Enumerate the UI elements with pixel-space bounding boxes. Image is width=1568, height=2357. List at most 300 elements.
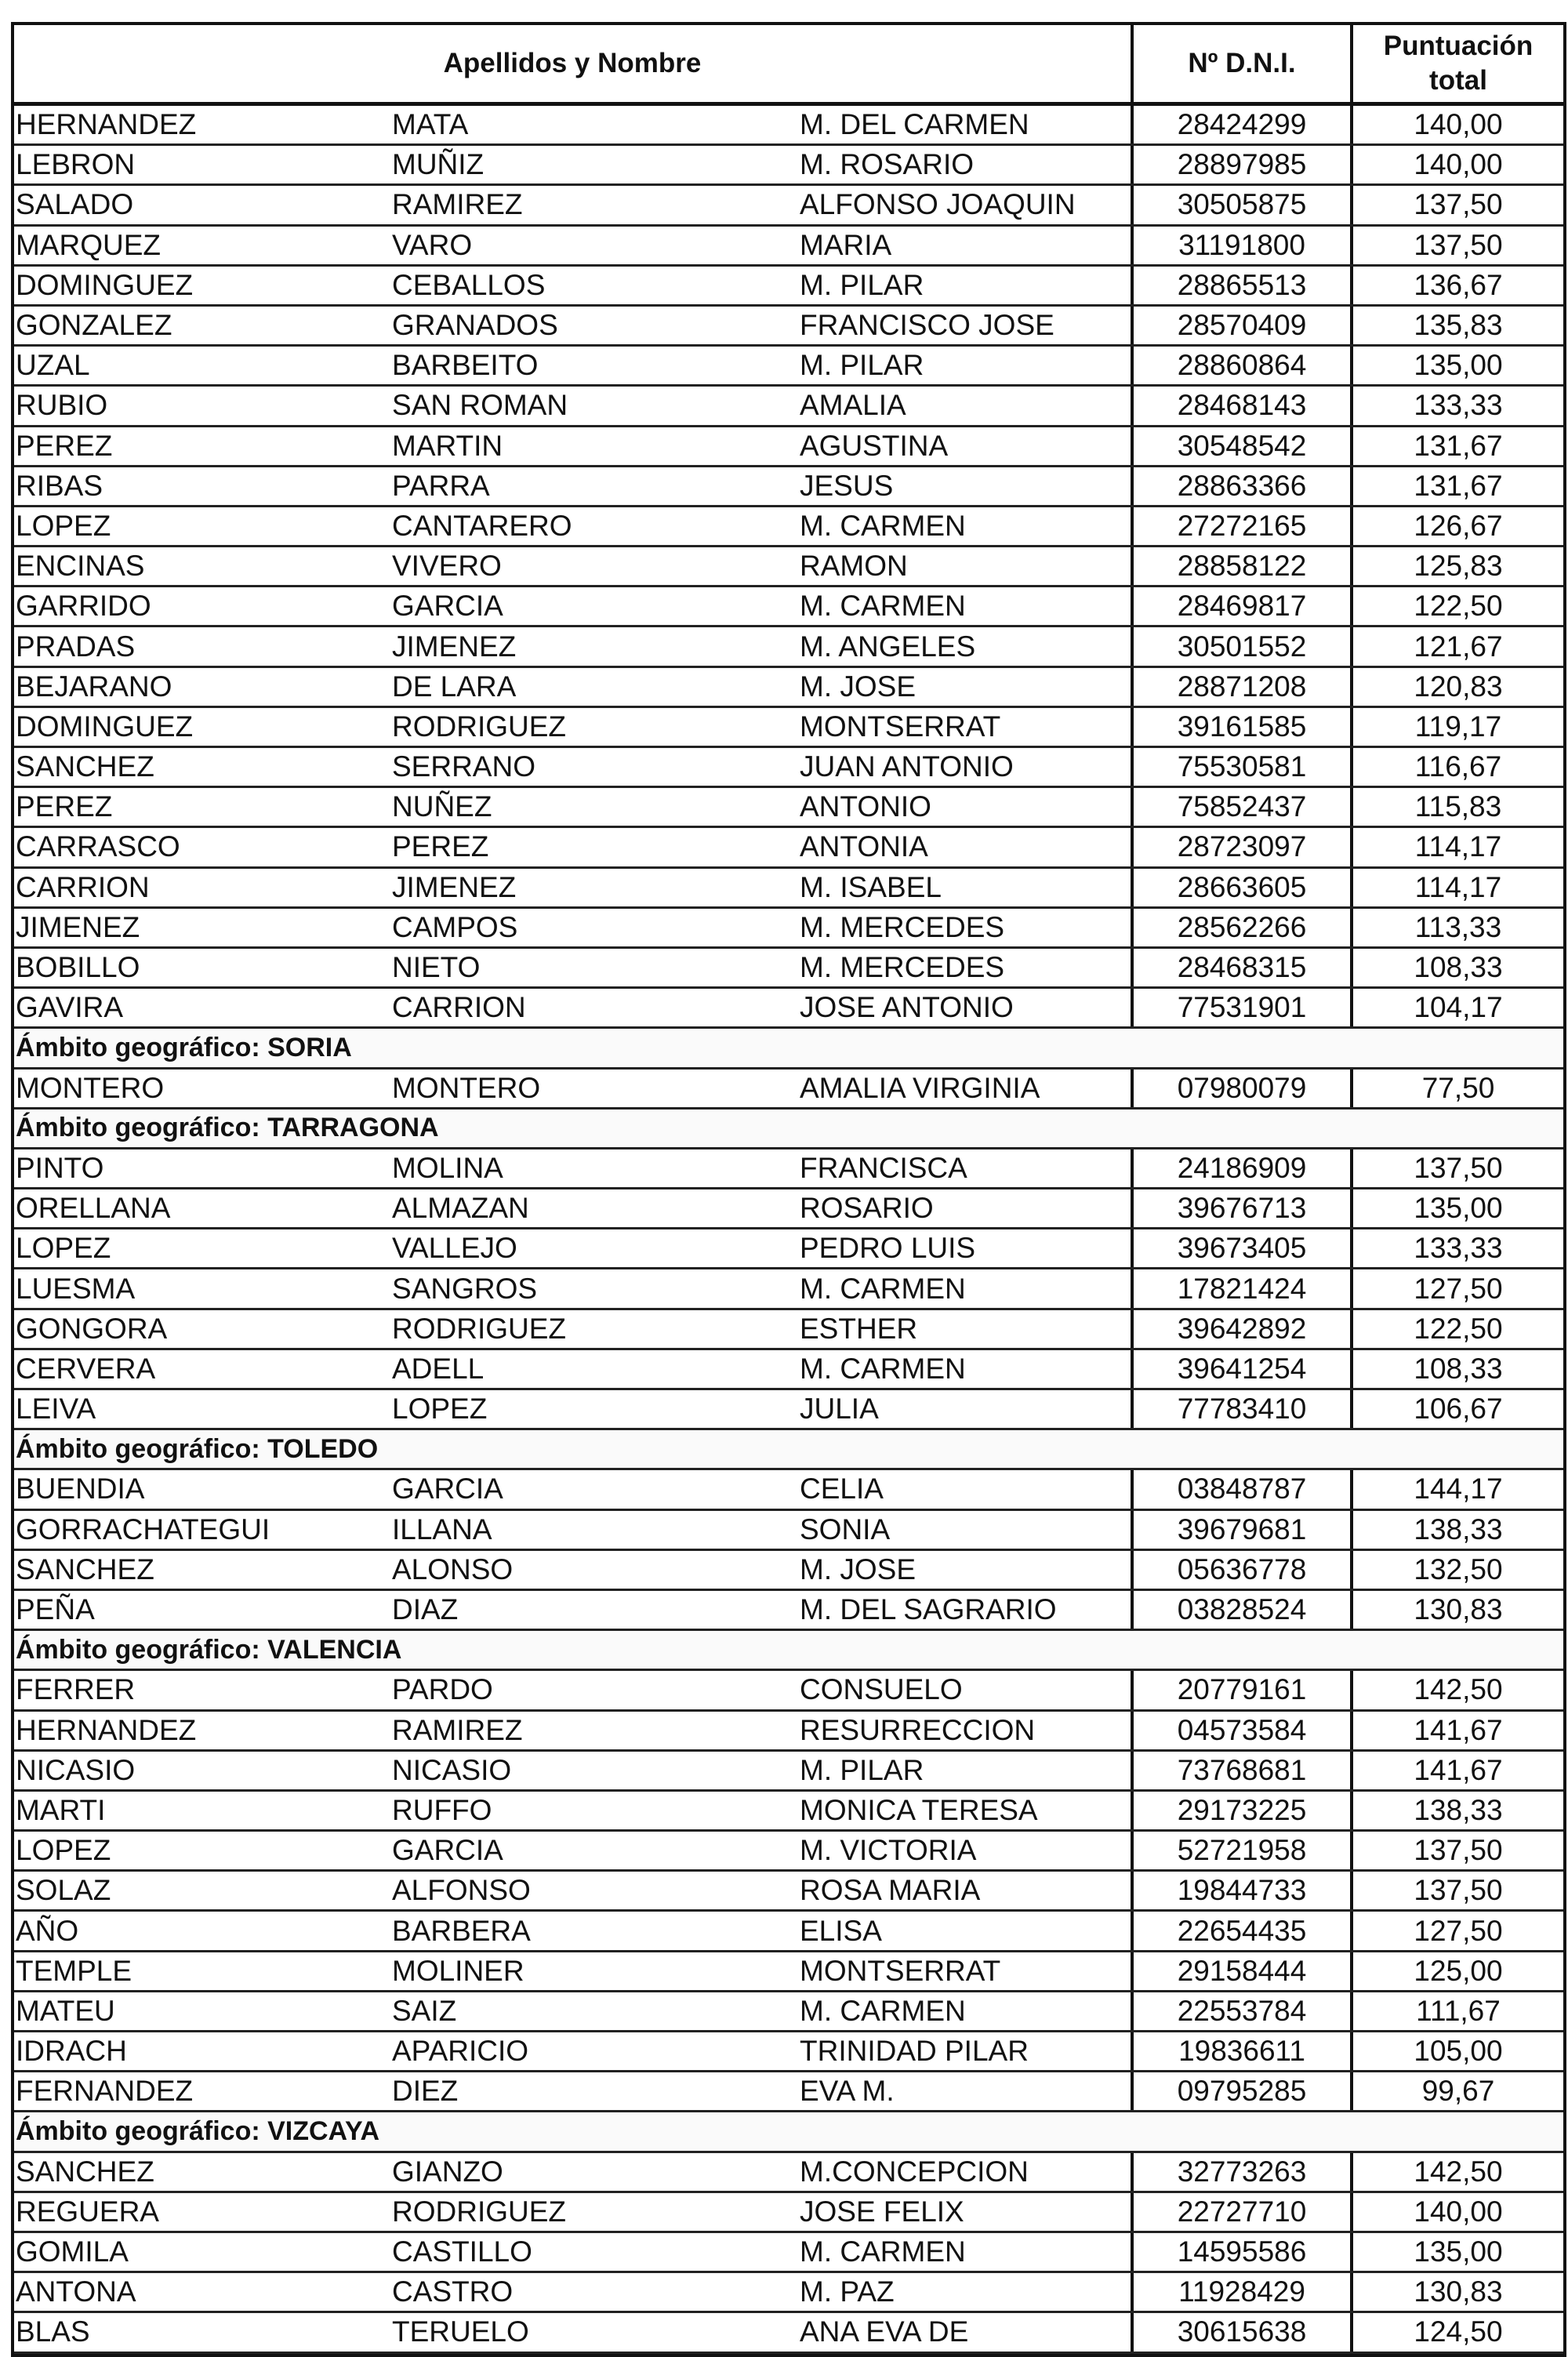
surname-1-cell: JIMENEZ <box>16 910 140 943</box>
dni-cell: 20779161 <box>1134 1671 1353 1709</box>
surname-1-cell: CARRASCO <box>16 830 180 863</box>
first-name-cell: M. PAZ <box>800 2273 1134 2311</box>
dni-cell: 28468143 <box>1134 387 1353 424</box>
surname-1-cell: PEREZ <box>16 429 113 462</box>
table-row <box>14 587 1563 627</box>
surname-2-cell: GARCIA <box>392 1834 503 1867</box>
first-name-cell: RESURRECCION <box>800 1712 1134 1749</box>
dni-cell: 77783410 <box>1134 1390 1353 1428</box>
score-cell: 108,33 <box>1414 1352 1503 1385</box>
surname-2-cell: MOLINA <box>392 1151 503 1184</box>
surname-1-cell: ORELLANA <box>16 1192 171 1225</box>
first-name-cell: JOSE FELIX <box>800 2193 1134 2231</box>
first-name-cell: AMALIA VIRGINIA <box>800 1070 1134 1107</box>
score-cell: 125,83 <box>1414 550 1503 583</box>
table-row <box>14 1952 1563 1992</box>
score-cell: 116,67 <box>1414 750 1502 783</box>
score-cell: 122,50 <box>1414 1312 1503 1345</box>
surname-2-cell: BARBEITO <box>392 349 539 382</box>
surname-2-cell: DE LARA <box>392 670 517 703</box>
surname-2-cell: NICASIO <box>392 1753 512 1786</box>
surname-1-cell: DOMINGUEZ <box>16 268 194 301</box>
header-name: Apellidos y Nombre <box>14 25 1134 102</box>
surname-2-cell: PEREZ <box>392 830 489 863</box>
score-cell: 140,00 <box>1414 148 1503 181</box>
table-row <box>14 1912 1563 1952</box>
first-name-cell: M. VICTORIA <box>800 1832 1134 1869</box>
section-header: Ámbito geográfico: VIZCAYA <box>14 2112 1563 2152</box>
score-cell: 115,83 <box>1414 790 1502 823</box>
dni-cell: 07980079 <box>1134 1070 1353 1107</box>
surname-1-cell: RUBIO <box>16 389 108 422</box>
table-row <box>14 1752 1563 1792</box>
surname-2-cell: PARDO <box>392 1673 493 1706</box>
table-row <box>14 1189 1563 1229</box>
surname-1-cell: LEIVA <box>16 1393 96 1425</box>
dni-cell: 24186909 <box>1134 1149 1353 1187</box>
dni-cell: 52721958 <box>1134 1832 1353 1869</box>
table-row <box>14 1551 1563 1591</box>
score-cell: 137,50 <box>1414 228 1503 261</box>
score-cell: 119,17 <box>1414 710 1502 743</box>
surname-2-cell: CEBALLOS <box>392 268 546 301</box>
surname-1-cell: ENCINAS <box>16 550 145 583</box>
table-row <box>14 2193 1563 2233</box>
dni-cell: 75530581 <box>1134 748 1353 786</box>
first-name-cell: CONSUELO <box>800 1671 1134 1709</box>
first-name-cell: M. DEL SAGRARIO <box>800 1591 1134 1629</box>
dni-cell: 39642892 <box>1134 1310 1353 1348</box>
surname-2-cell: RAMIREZ <box>392 1713 523 1746</box>
first-name-cell: M. CARMEN <box>800 587 1134 625</box>
table-row <box>14 2273 1563 2313</box>
score-cell: 141,67 <box>1414 1753 1503 1786</box>
surname-2-cell: VIVERO <box>392 550 502 583</box>
table-row <box>14 788 1563 828</box>
surname-1-cell: MARTI <box>16 1793 106 1826</box>
first-name-cell: M. ISABEL <box>800 869 1134 906</box>
first-name-cell: M.CONCEPCION <box>800 2153 1134 2191</box>
first-name-cell: FRANCISCA <box>800 1149 1134 1187</box>
surname-2-cell: RODRIGUEZ <box>392 710 566 743</box>
score-cell: 137,50 <box>1414 1874 1503 1907</box>
surname-1-cell: LOPEZ <box>16 1232 111 1265</box>
table-row <box>14 1511 1563 1551</box>
dni-cell: 28897985 <box>1134 146 1353 183</box>
first-name-cell: M. MERCEDES <box>800 909 1134 946</box>
dni-cell: 03848787 <box>1134 1470 1353 1508</box>
dni-cell: 28663605 <box>1134 869 1353 906</box>
table-row <box>14 347 1563 387</box>
table-row <box>14 547 1563 587</box>
table-row <box>14 1872 1563 1912</box>
surname-2-cell: GIANZO <box>392 2155 503 2188</box>
section-header: Ámbito geográfico: SORIA <box>14 1029 1563 1069</box>
surname-1-cell: REGUERA <box>16 2195 159 2228</box>
first-name-cell: JUAN ANTONIO <box>800 748 1134 786</box>
table-row <box>14 1591 1563 1631</box>
surname-1-cell: MARQUEZ <box>16 228 161 261</box>
dni-cell: 19844733 <box>1134 1872 1353 1909</box>
surname-1-cell: GORRACHATEGUI <box>16 1513 270 1545</box>
dni-cell: 22553784 <box>1134 1992 1353 2030</box>
surname-1-cell: GAVIRA <box>16 991 124 1024</box>
dni-cell: 28858122 <box>1134 547 1353 585</box>
surname-2-cell: JIMENEZ <box>392 870 517 903</box>
surname-2-cell: RAMIREZ <box>392 188 523 221</box>
score-cell: 127,50 <box>1414 1272 1503 1305</box>
dni-cell: 39673405 <box>1134 1229 1353 1267</box>
surname-2-cell: CASTILLO <box>392 2235 532 2268</box>
table-row <box>14 387 1563 427</box>
score-cell: 137,50 <box>1414 1151 1503 1184</box>
table-row <box>14 1390 1563 1430</box>
dni-cell: 28723097 <box>1134 828 1353 866</box>
table-row <box>14 1229 1563 1269</box>
surname-1-cell: FERRER <box>16 1673 136 1706</box>
dni-cell: 17821424 <box>1134 1269 1353 1307</box>
table-row <box>14 1992 1563 2032</box>
surname-2-cell: GARCIA <box>392 1473 503 1505</box>
dni-cell: 28562266 <box>1134 909 1353 946</box>
first-name-cell: M. ANGELES <box>800 627 1134 665</box>
score-cell: 114,17 <box>1414 830 1502 863</box>
score-cell: 125,00 <box>1414 1954 1503 1987</box>
first-name-cell: M. ROSARIO <box>800 146 1134 183</box>
surname-1-cell: BOBILLO <box>16 951 140 984</box>
section-header: Ámbito geográfico: VALENCIA <box>14 1631 1563 1671</box>
first-name-cell: M. CARMEN <box>800 1992 1134 2030</box>
first-name-cell: M. PILAR <box>800 347 1134 384</box>
surname-2-cell: GRANADOS <box>392 309 558 342</box>
score-cell: 114,17 <box>1414 870 1502 903</box>
dni-cell: 19836611 <box>1134 2032 1353 2070</box>
surname-2-cell: JIMENEZ <box>392 630 517 663</box>
score-cell: 120,83 <box>1414 670 1503 703</box>
surname-1-cell: BLAS <box>16 2315 90 2348</box>
first-name-cell: FRANCISCO JOSE <box>800 307 1134 344</box>
surname-1-cell: PEREZ <box>16 790 113 823</box>
table-row <box>14 949 1563 989</box>
first-name-cell: MONTSERRAT <box>800 1952 1134 1990</box>
table-row <box>14 989 1563 1029</box>
table-row <box>14 267 1563 307</box>
surname-1-cell: LEBRON <box>16 148 136 181</box>
score-cell: 106,67 <box>1414 1393 1503 1425</box>
surname-1-cell: GOMILA <box>16 2235 129 2268</box>
surname-2-cell: DIAZ <box>392 1593 459 1626</box>
dni-cell: 22654435 <box>1134 1912 1353 1949</box>
surname-2-cell: NUÑEZ <box>392 790 492 823</box>
surname-2-cell: DIEZ <box>392 2075 459 2108</box>
dni-cell: 29173225 <box>1134 1792 1353 1829</box>
table-row <box>14 1350 1563 1390</box>
surname-2-cell: CANTARERO <box>392 509 572 542</box>
dni-cell: 30505875 <box>1134 186 1353 223</box>
surname-2-cell: ILLANA <box>392 1513 492 1545</box>
score-cell: 105,00 <box>1414 2035 1503 2068</box>
dni-cell: 39161585 <box>1134 708 1353 746</box>
surname-1-cell: LUESMA <box>16 1272 136 1305</box>
first-name-cell: ANTONIO <box>800 788 1134 826</box>
table-row <box>14 748 1563 788</box>
surname-1-cell: LOPEZ <box>16 509 111 542</box>
score-cell: 131,67 <box>1414 429 1503 462</box>
dni-cell: 77531901 <box>1134 989 1353 1026</box>
score-cell: 135,83 <box>1414 309 1503 342</box>
surname-1-cell: CARRION <box>16 870 150 903</box>
table-row <box>14 869 1563 909</box>
score-cell: 137,50 <box>1414 1834 1503 1867</box>
surname-2-cell: LOPEZ <box>392 1393 488 1425</box>
surname-1-cell: SALADO <box>16 188 134 221</box>
surname-2-cell: SANGROS <box>392 1272 538 1305</box>
dni-cell: 28570409 <box>1134 307 1353 344</box>
score-cell: 142,50 <box>1414 1673 1503 1706</box>
surname-1-cell: ANTONA <box>16 2275 136 2308</box>
table-row <box>14 1671 1563 1711</box>
surname-1-cell: GONGORA <box>16 1312 168 1345</box>
score-cell: 121,67 <box>1414 630 1503 663</box>
dni-cell: 28860864 <box>1134 347 1353 384</box>
first-name-cell: M. JOSE <box>800 668 1134 706</box>
dni-cell: 05636778 <box>1134 1551 1353 1589</box>
score-cell: 108,33 <box>1414 951 1503 984</box>
table-row <box>14 2313 1563 2353</box>
table-row <box>14 507 1563 547</box>
dni-cell: 28863366 <box>1134 467 1353 505</box>
first-name-cell: JESUS <box>800 467 1134 505</box>
surname-2-cell: ALONSO <box>392 1553 514 1585</box>
table-row <box>14 106 1563 146</box>
dni-cell: 28871208 <box>1134 668 1353 706</box>
score-cell: 138,33 <box>1414 1513 1503 1545</box>
score-cell: 135,00 <box>1414 1192 1503 1225</box>
surname-2-cell: MATA <box>392 108 469 141</box>
score-cell: 140,00 <box>1414 108 1503 141</box>
section-header: Ámbito geográfico: TARRAGONA <box>14 1109 1563 1149</box>
score-cell: 144,17 <box>1414 1473 1503 1505</box>
first-name-cell: MARIA <box>800 227 1134 264</box>
first-name-cell: CELIA <box>800 1470 1134 1508</box>
score-cell: 77,50 <box>1421 1071 1495 1104</box>
first-name-cell: MONICA TERESA <box>800 1792 1134 1829</box>
table-row <box>14 909 1563 949</box>
dni-cell: 30548542 <box>1134 427 1353 465</box>
surname-1-cell: SANCHEZ <box>16 1553 154 1585</box>
dni-cell: 28865513 <box>1134 267 1353 304</box>
score-cell: 140,00 <box>1414 2195 1503 2228</box>
dni-cell: 30501552 <box>1134 627 1353 665</box>
surname-1-cell: CERVERA <box>16 1352 156 1385</box>
score-cell: 122,50 <box>1414 590 1503 623</box>
score-cell: 113,33 <box>1414 910 1502 943</box>
table-row <box>14 1310 1563 1350</box>
surname-1-cell: UZAL <box>16 349 90 382</box>
dni-cell: 29158444 <box>1134 1952 1353 1990</box>
surname-2-cell: GARCIA <box>392 590 503 623</box>
surname-1-cell: IDRACH <box>16 2035 127 2068</box>
surname-2-cell: RODRIGUEZ <box>392 1312 566 1345</box>
surname-2-cell: ALMAZAN <box>392 1192 529 1225</box>
first-name-cell: AGUSTINA <box>800 427 1134 465</box>
first-name-cell: MONTSERRAT <box>800 708 1134 746</box>
dni-cell: 31191800 <box>1134 227 1353 264</box>
first-name-cell: ANA EVA DE <box>800 2313 1134 2351</box>
table-row <box>14 1712 1563 1752</box>
surname-1-cell: DOMINGUEZ <box>16 710 194 743</box>
dni-cell: 27272165 <box>1134 507 1353 545</box>
surname-1-cell: MONTERO <box>16 1071 165 1104</box>
table-row <box>14 1269 1563 1309</box>
surname-2-cell: NIETO <box>392 951 481 984</box>
table-row <box>14 1149 1563 1189</box>
dni-cell: 39676713 <box>1134 1189 1353 1227</box>
score-cell: 124,50 <box>1414 2315 1503 2348</box>
score-cell: 131,67 <box>1414 469 1503 502</box>
surname-2-cell: VALLEJO <box>392 1232 517 1265</box>
score-cell: 130,83 <box>1414 1593 1503 1626</box>
surname-1-cell: PINTO <box>16 1151 104 1184</box>
first-name-cell: TRINIDAD PILAR <box>800 2032 1134 2070</box>
first-name-cell: SONIA <box>800 1511 1134 1549</box>
surname-2-cell: TERUELO <box>392 2315 529 2348</box>
dni-cell: 39641254 <box>1134 1350 1353 1388</box>
dni-cell: 28424299 <box>1134 106 1353 143</box>
score-cell: 127,50 <box>1414 1914 1503 1947</box>
results-table <box>11 22 1566 2357</box>
surname-1-cell: GONZALEZ <box>16 309 172 342</box>
table-row <box>14 227 1563 267</box>
surname-2-cell: APARICIO <box>392 2035 529 2068</box>
table-row <box>14 1792 1563 1832</box>
first-name-cell: M. CARMEN <box>800 2233 1134 2271</box>
first-name-cell: ESTHER <box>800 1310 1134 1348</box>
score-cell: 137,50 <box>1414 188 1503 221</box>
surname-2-cell: MOLINER <box>392 1954 524 1987</box>
first-name-cell: PEDRO LUIS <box>800 1229 1134 1267</box>
surname-2-cell: BARBERA <box>392 1914 531 1947</box>
first-name-cell: M. CARMEN <box>800 1350 1134 1388</box>
surname-2-cell: CARRION <box>392 991 526 1024</box>
first-name-cell: ALFONSO JOAQUIN <box>800 186 1134 223</box>
dni-cell: 14595586 <box>1134 2233 1353 2271</box>
surname-2-cell: ALFONSO <box>392 1874 531 1907</box>
dni-cell: 11928429 <box>1134 2273 1353 2311</box>
dni-cell: 39679681 <box>1134 1511 1353 1549</box>
surname-2-cell: SERRANO <box>392 750 535 783</box>
table-row <box>14 2233 1563 2273</box>
first-name-cell: RAMON <box>800 547 1134 585</box>
first-name-cell: ANTONIA <box>800 828 1134 866</box>
surname-2-cell: SAN ROMAN <box>392 389 568 422</box>
surname-2-cell: CAMPOS <box>392 910 518 943</box>
score-cell: 132,50 <box>1414 1553 1503 1585</box>
dni-cell: 75852437 <box>1134 788 1353 826</box>
surname-1-cell: GARRIDO <box>16 590 151 623</box>
surname-1-cell: PRADAS <box>16 630 136 663</box>
score-cell: 130,83 <box>1414 2275 1503 2308</box>
surname-2-cell: MONTERO <box>392 1071 541 1104</box>
score-cell: 142,50 <box>1414 2155 1503 2188</box>
surname-1-cell: LOPEZ <box>16 1834 111 1867</box>
table-row <box>14 627 1563 667</box>
surname-2-cell: CASTRO <box>392 2275 514 2308</box>
score-cell: 133,33 <box>1414 1232 1503 1265</box>
surname-2-cell: VARO <box>392 228 473 261</box>
surname-1-cell: RIBAS <box>16 469 103 502</box>
surname-1-cell: FERNANDEZ <box>16 2075 194 2108</box>
header-score: Puntuación total <box>1383 31 1534 96</box>
dni-cell: 32773263 <box>1134 2153 1353 2191</box>
score-cell: 141,67 <box>1414 1713 1503 1746</box>
first-name-cell: M. JOSE <box>800 1551 1134 1589</box>
first-name-cell: M. DEL CARMEN <box>800 106 1134 143</box>
first-name-cell: ROSA MARIA <box>800 1872 1134 1909</box>
surname-1-cell: SANCHEZ <box>16 2155 154 2188</box>
surname-1-cell: AÑO <box>16 1914 79 1947</box>
header-dni: Nº D.N.I. <box>1134 25 1353 102</box>
surname-1-cell: TEMPLE <box>16 1954 132 1987</box>
dni-cell: 04573584 <box>1134 1712 1353 1749</box>
first-name-cell: M. CARMEN <box>800 1269 1134 1307</box>
surname-1-cell: NICASIO <box>16 1753 136 1786</box>
table-row <box>14 2153 1563 2193</box>
dni-cell: 73768681 <box>1134 1752 1353 1789</box>
surname-1-cell: MATEU <box>16 1994 115 2027</box>
table-row <box>14 427 1563 467</box>
score-cell: 138,33 <box>1414 1793 1503 1826</box>
score-cell: 135,00 <box>1414 2235 1503 2268</box>
surname-1-cell: SANCHEZ <box>16 750 154 783</box>
table-row <box>14 828 1563 868</box>
surname-2-cell: MARTIN <box>392 429 503 462</box>
surname-1-cell: HERNANDEZ <box>16 1713 197 1746</box>
first-name-cell: M. PILAR <box>800 1752 1134 1789</box>
first-name-cell: M. MERCEDES <box>800 949 1134 986</box>
first-name-cell: ELISA <box>800 1912 1134 1949</box>
surname-1-cell: SOLAZ <box>16 1874 111 1907</box>
section-header: Ámbito geográfico: TOLEDO <box>14 1430 1563 1470</box>
first-name-cell: ROSARIO <box>800 1189 1134 1227</box>
table-header <box>14 25 1563 106</box>
dni-cell: 22727710 <box>1134 2193 1353 2231</box>
first-name-cell: JOSE ANTONIO <box>800 989 1134 1026</box>
surname-2-cell: SAIZ <box>392 1994 457 2027</box>
first-name-cell: M. CARMEN <box>800 507 1134 545</box>
table-row <box>14 708 1563 748</box>
score-cell: 136,67 <box>1414 268 1503 301</box>
surname-1-cell: HERNANDEZ <box>16 108 197 141</box>
score-cell: 135,00 <box>1414 349 1503 382</box>
score-cell: 126,67 <box>1414 509 1503 542</box>
table-row <box>14 186 1563 226</box>
surname-2-cell: PARRA <box>392 469 490 502</box>
surname-2-cell: MUÑIZ <box>392 148 485 181</box>
score-cell: 104,17 <box>1414 991 1503 1024</box>
table-row <box>14 1832 1563 1872</box>
surname-1-cell: BUENDIA <box>16 1473 145 1505</box>
dni-cell: 03828524 <box>1134 1591 1353 1629</box>
table-row <box>14 467 1563 507</box>
table-row <box>14 1070 1563 1109</box>
score-cell: 133,33 <box>1414 389 1503 422</box>
surname-1-cell: PEÑA <box>16 1593 95 1626</box>
surname-2-cell: RUFFO <box>392 1793 492 1826</box>
table-row <box>14 2072 1563 2112</box>
dni-cell: 30615638 <box>1134 2313 1353 2351</box>
first-name-cell: JULIA <box>800 1390 1134 1428</box>
